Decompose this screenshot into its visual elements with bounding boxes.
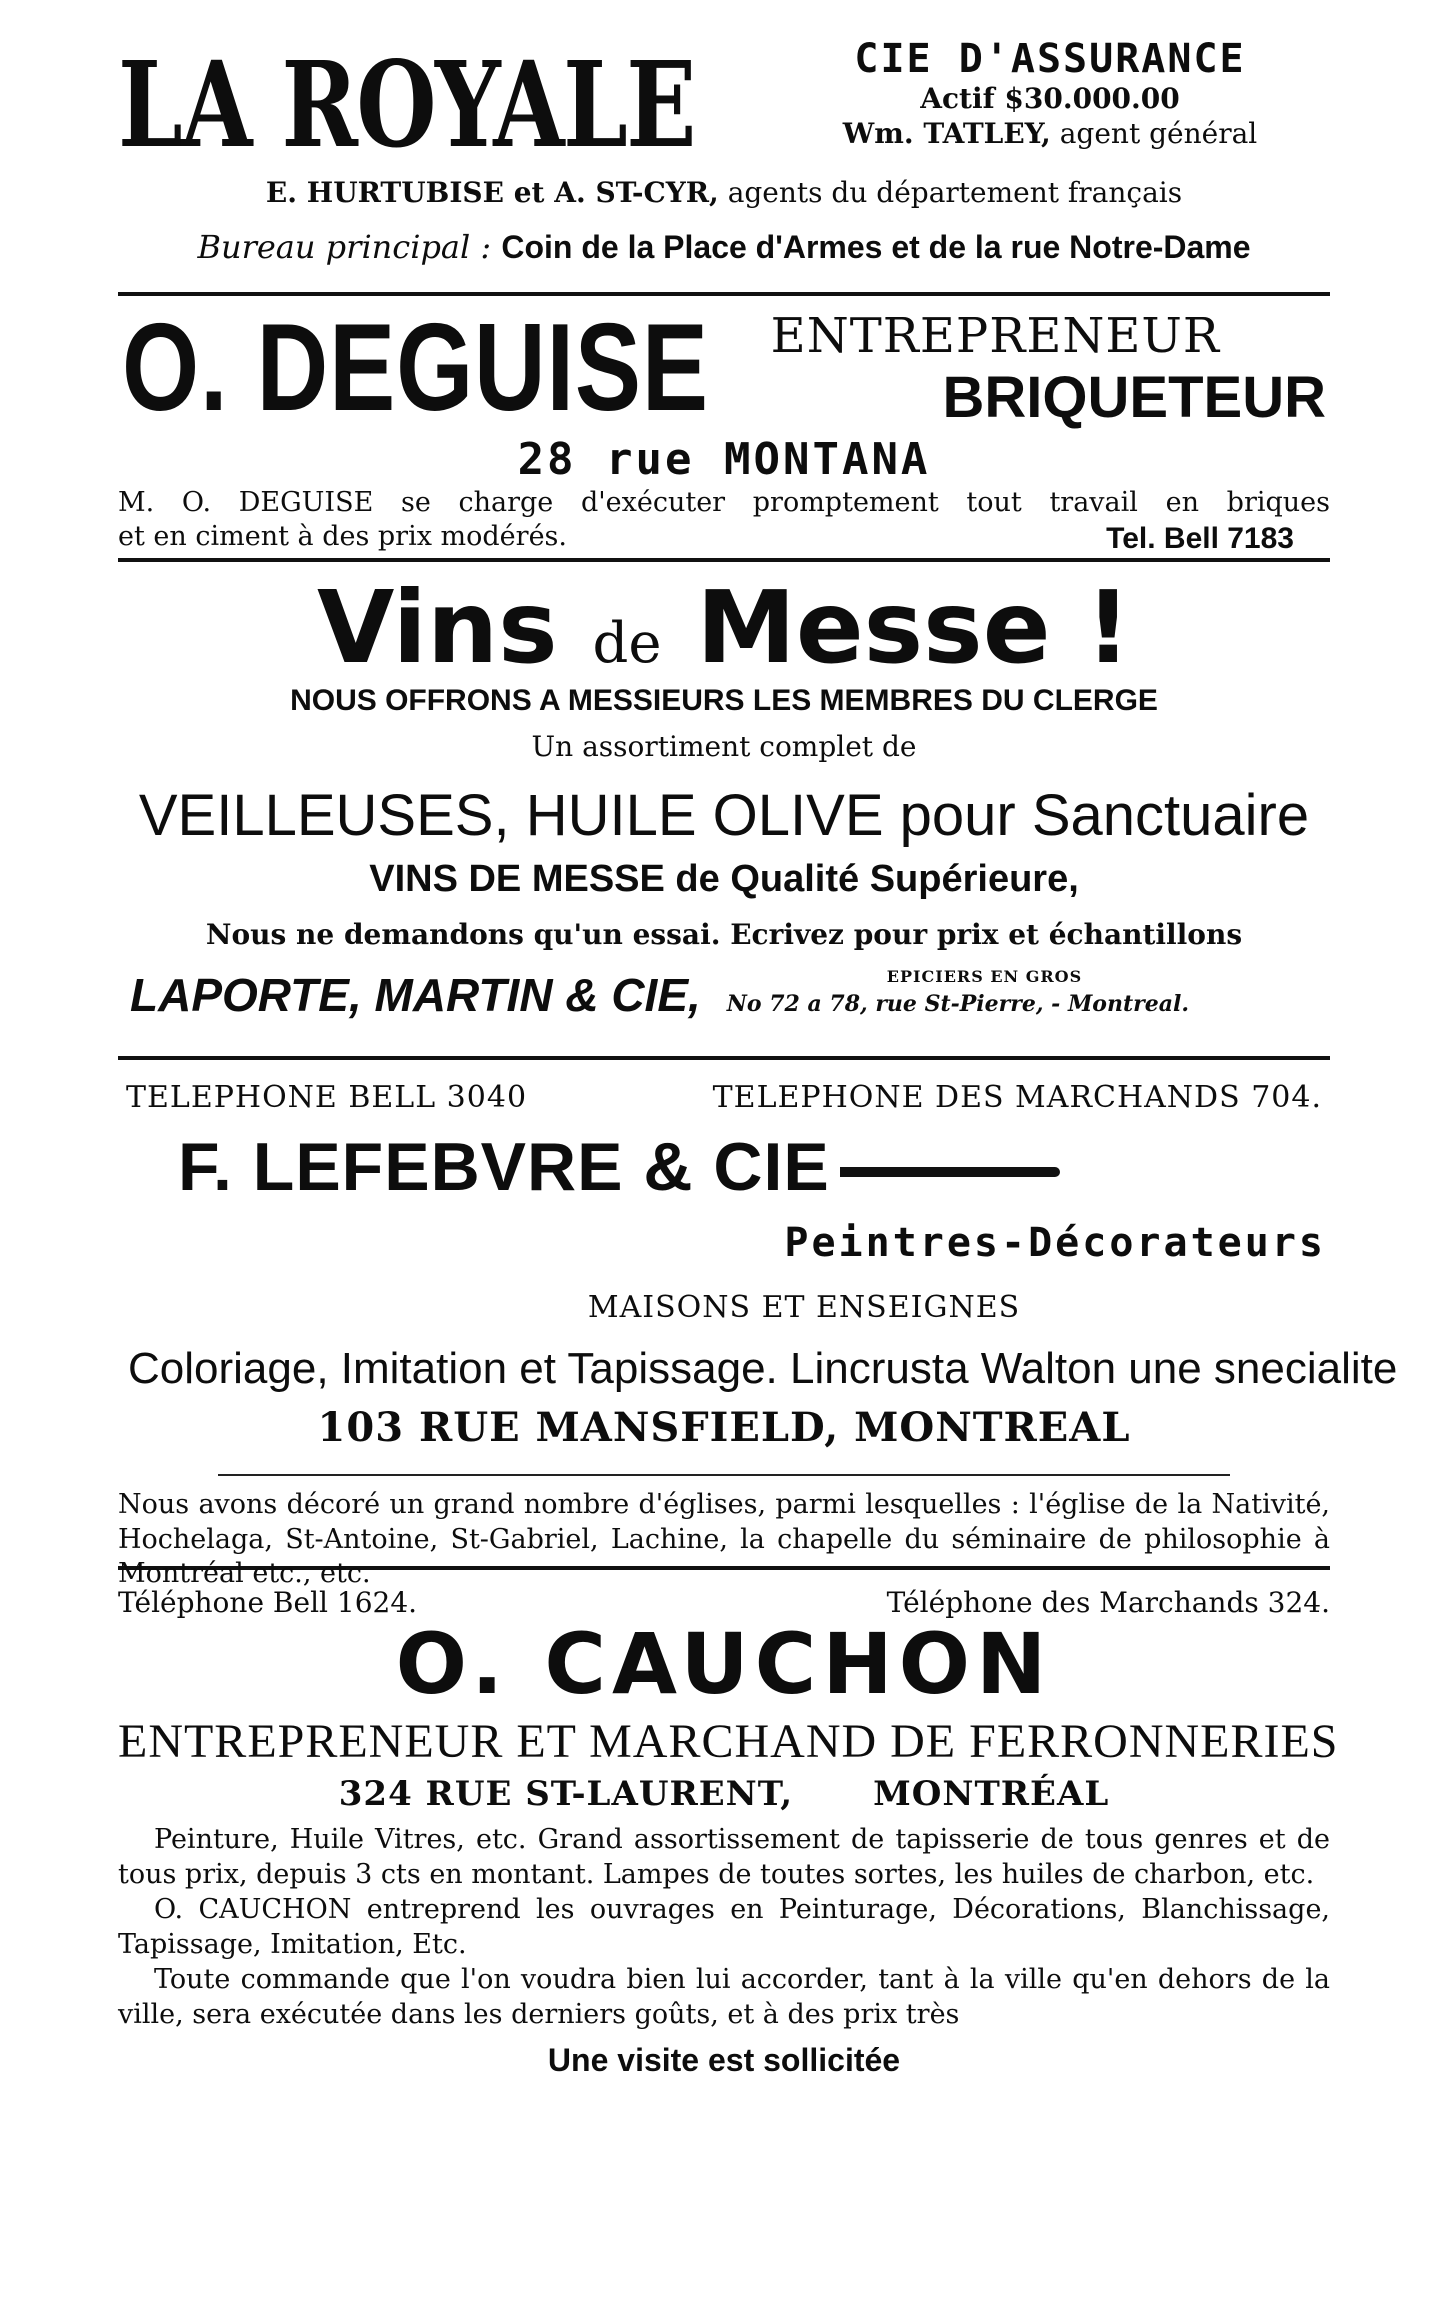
entrepreneur-label: ENTREPRENEUR [770,308,1220,364]
tel-marchands: Téléphone des Marchands 324. [886,1586,1330,1619]
vins-de-messe-title [118,569,1330,686]
french-agents-line [118,176,1330,209]
swoosh-flourish [840,1167,1060,1177]
cauchon-para-3: Toute commande que l'on voudra bien lui accorder, tant à la ville qu'en dehors de la ville, sera exécutée dans les derniers goûts, et à des prix très [118,1964,1330,2031]
tel-marchands: TELEPHONE DES MARCHANDS 704. [712,1080,1322,1115]
deguise-desc-line1: M. O. DEGUISE se charge d'exécuter promptement tout travail en briques [118,487,1330,518]
title-vins: Vins [317,569,558,686]
clergy-offer: NOUS OFFRONS A MESSIEURS LES MEMBRES DU CLERGE [290,684,1158,717]
ad-cauchon [118,1570,1339,2100]
deguise-telephone: Tel. Bell 7183 [1106,521,1294,555]
general-agent [770,117,1330,150]
firm-address-wrap [726,967,1189,1017]
deguise-desc-text: et en ciment à des prix modérés. [118,520,567,552]
ad-deguise [118,296,1330,558]
cauchon-para-1: Peinture, Huile Vitres, etc. Grand assortissement de tapisserie de tous genres et de tous prix, depuis 3 cts en montant. Lampes de toutes sortes, les huiles de charbon, etc. [118,1824,1330,1891]
company-label: CIE D'ASSURANCE [854,36,1246,82]
lefebvre-name: F. LEFEBVRE & CIE [178,1129,830,1205]
churches-decorated: Nous avons décoré un grand nombre d'églises, parmi lesquelles : l'église de la Nativité, Hochelaga, St-Antoine, St-Gabriel, Lachine, la chapelle du séminaire de philosophie à Montréal etc., etc. [118,1489,1330,1590]
short-divider [218,1474,1230,1476]
epiciers-label: EPICIERS EN GROS [886,967,1083,986]
bureau-address: Coin de la Place d'Armes et de la rue Notre-Dame [501,229,1251,265]
deguise-description [118,486,1330,557]
products-line: VEILLEUSES, HUILE OLIVE pour Sanctuaire [138,783,1310,848]
trial-request: Nous ne demandons qu'un essai. Ecrivez pour prix et échantillons [205,918,1243,951]
cauchon-city: MONTRÉAL [873,1774,1110,1814]
deguise-address: 28 rue MONTANA [517,434,931,485]
cauchon-description [118,1822,1330,2033]
title-de: de [592,611,662,676]
cauchon-trade: ENTREPRENEUR ET MARCHAND DE FERRONNERIES [118,1715,1339,1768]
insurance-company-box [770,36,1330,150]
lefebvre-telephones [126,1080,1322,1115]
cauchon-address [118,1774,1330,1814]
cauchon-title: O. CAUCHON [395,1615,1053,1713]
quality-line [118,858,1330,901]
tel-bell: Téléphone Bell 1624. [118,1586,418,1619]
head-office-line [118,228,1330,266]
agents-role: agents du département français [727,176,1183,209]
assortment-text: Un assortiment complet de [531,730,917,763]
ad-la-royale [118,36,1330,292]
title-messe: Messe ! [696,569,1131,686]
bureau-label: Bureau principal : [197,228,492,266]
painters-decorators: Peintres-Décorateurs [784,1220,1326,1266]
quality-text: de Qualité Supérieure, [675,858,1079,900]
agent-title: agent général [1059,117,1258,150]
lefebvre-title [178,1128,1060,1206]
assets-text: Actif $30.000.00 [920,82,1180,115]
firm-address: No 72 a 78, rue St-Pierre, - Montreal. [726,991,1189,1017]
ad-vins-de-messe [118,562,1330,1056]
la-royale-title: LA ROYALE [118,35,695,174]
firm-name: LAPORTE, MARTIN & CIE, [130,969,701,1021]
tel-bell: TELEPHONE BELL 3040 [126,1080,528,1115]
agents-names: E. HURTUBISE et A. ST-CYR, [265,176,719,209]
services-line: Coloriage, Imitation et Tapissage. Lincrusta Walton une snecialite [128,1344,1398,1393]
vins-de-messe-bold: VINS DE MESSE [369,858,665,900]
advertisement-page [118,35,1398,2100]
deguise-title: O. DEGUISE [122,299,709,437]
briqueteur-label: BRIQUETEUR [942,365,1326,430]
laporte-firm-line [130,968,1330,1022]
cauchon-street: 324 RUE ST-LAURENT, [338,1774,794,1814]
deguise-desc-line2 [118,520,1330,558]
ad-lefebvre [118,1060,1398,1590]
maisons-enseignes: MAISONS ET ENSEIGNES [587,1290,1021,1325]
agent-name: Wm. TATLEY, [842,117,1051,150]
lefebvre-address: 103 RUE MANSFIELD, MONTREAL [317,1404,1131,1451]
cauchon-para-2: O. CAUCHON entreprend les ouvrages en Peinturage, Décorations, Blanchissage, Tapissage, Imitation, Etc. [118,1894,1330,1961]
visit-invitation: Une visite est sollicitée [547,2042,901,2078]
